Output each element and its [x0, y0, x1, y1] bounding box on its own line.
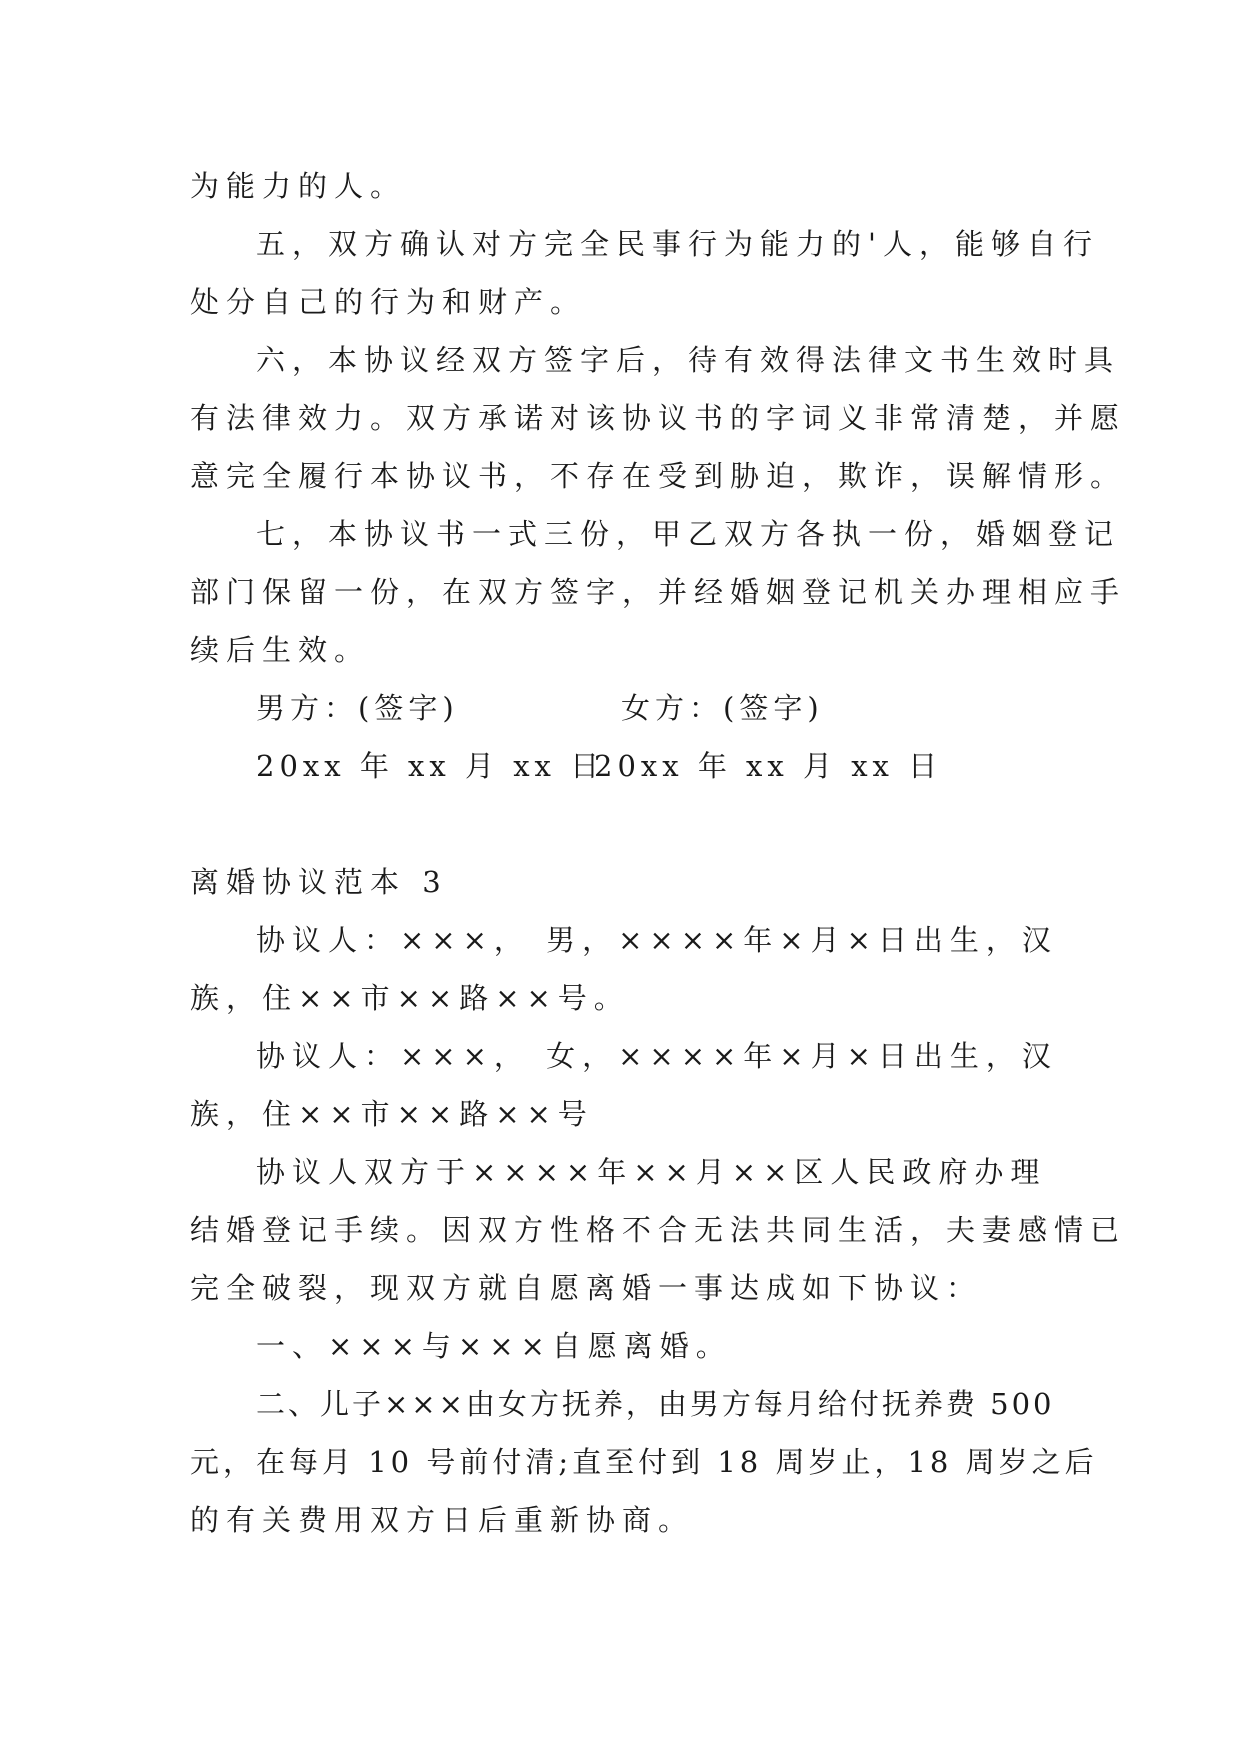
clause-five: 五，双方确认对方完全民事行为能力的'人，能够自行 [256, 227, 1099, 261]
clause-two: 二、儿子×××由女方抚养，由男方每月给付抚养费 500 [256, 1387, 1055, 1421]
female-signature-label: 女方：(签字) [621, 691, 824, 725]
clause-six: 六，本协议经双方签字后，待有效得法律文书生效时具 [256, 343, 1121, 377]
text-line: 续后生效。 [190, 633, 371, 667]
text-line: 的有关费用双方日后重新协商。 [190, 1503, 695, 1537]
text-line: 有法律效力。双方承诺对该协议书的字词义非常清楚，并愿 [190, 401, 1127, 435]
female-signature-date: 20xx 年 xx 月 xx 日 [594, 749, 943, 783]
text-line: 部门保留一份，在双方签字，并经婚姻登记机关办理相应手 [190, 575, 1127, 609]
text-line: 族，住××市××路××号。 [190, 981, 630, 1015]
party-one: 协议人：×××， 男，××××年×月×日出生，汉 [256, 923, 1058, 957]
text-line: 处分自己的行为和财产。 [190, 285, 587, 319]
party-two: 协议人：×××， 女，××××年×月×日出生，汉 [256, 1039, 1058, 1073]
male-signature-date: 20xx 年 xx 月 xx 日 [256, 749, 605, 783]
text-line: 意完全履行本协议书，不存在受到胁迫，欺诈，误解情形。 [190, 459, 1127, 493]
text-line: 为能力的人。 [190, 169, 407, 203]
male-signature-label: 男方：(签字) [256, 691, 459, 725]
section-title: 离婚协议范本 3 [190, 865, 448, 899]
text-line: 结婚登记手续。因双方性格不合无法共同生活，夫妻感情已 [190, 1213, 1127, 1247]
marriage-registration: 协议人双方于××××年××月××区人民政府办理 [256, 1155, 1047, 1189]
text-line: 族，住××市××路××号 [190, 1097, 594, 1131]
clause-one: 一、×××与×××自愿离婚。 [256, 1329, 732, 1363]
text-line: 元，在每月 10 号前付清;直至付到 18 周岁止，18 周岁之后 [190, 1445, 1098, 1479]
clause-seven: 七，本协议书一式三份，甲乙双方各执一份，婚姻登记 [256, 517, 1121, 551]
text-line: 完全破裂，现双方就自愿离婚一事达成如下协议： [190, 1271, 983, 1305]
